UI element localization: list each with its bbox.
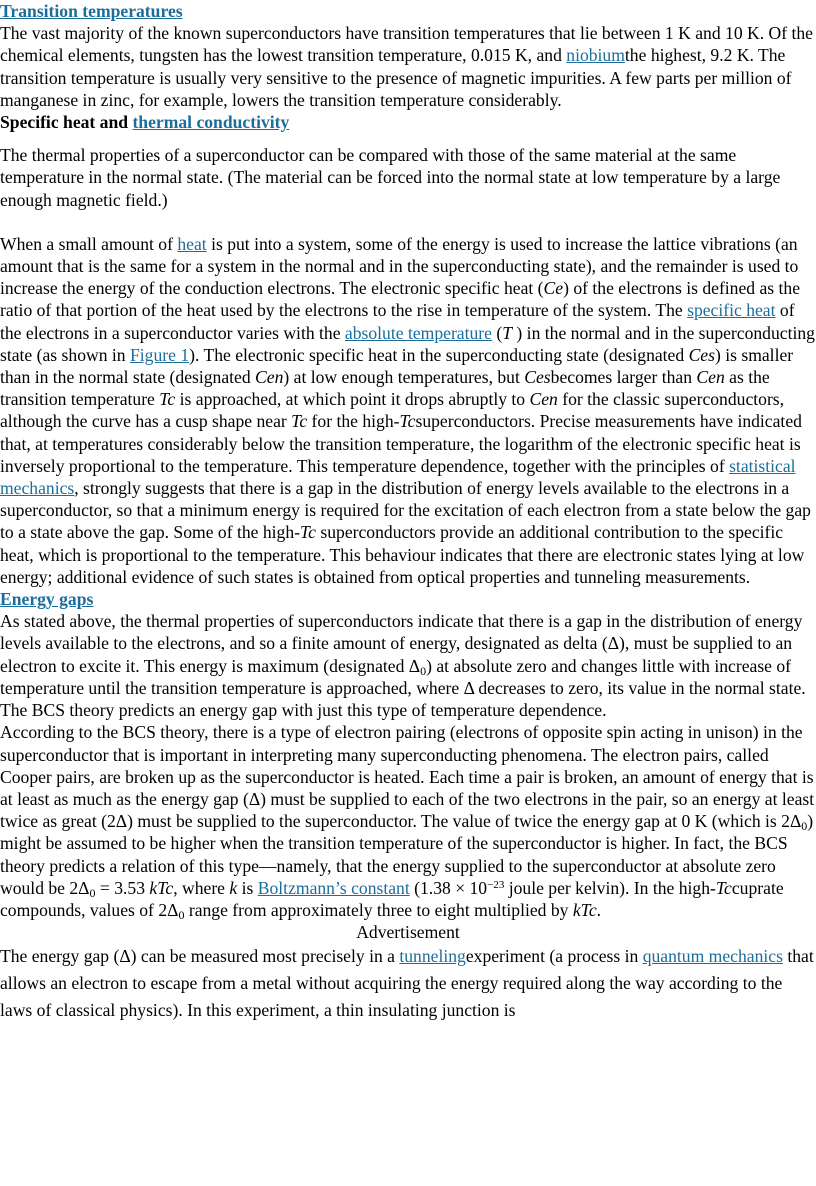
statistical-mechanics-link[interactable]: statistical mechanics xyxy=(0,455,796,499)
heat-link[interactable]: heat xyxy=(177,233,207,254)
paragraph-tunneling: The energy gap (Δ) can be measured most precisely in a tunnelingexperiment (a process in quantum mechanics that allows an electron to escape from a metal without acquiring the energy required along the way according to the laws of classical physics). In this experiment, a thin insulating junction is xyxy=(0,946,814,1021)
energy-gaps-link[interactable]: Energy gaps xyxy=(0,589,94,610)
absolute-temperature-link[interactable]: absolute temperature xyxy=(344,322,492,343)
niobium-link[interactable]: niobium xyxy=(566,45,625,66)
paragraph-transition: The vast majority of the known superconductors have transition temperatures that lie between 1 K and 10 K. Of the chemical elements, tungsten has the lowest transition temperature, 0.015 K, and niobiumthe highest, 9.2 K. The transition temperature is usually very sensitive to the presence of magnetic impurities. A few parts per million of manganese in zinc, for example, lowers the transition temperature considerably. xyxy=(0,23,813,110)
tunneling-link[interactable]: tunneling xyxy=(399,946,466,967)
paragraph-specific-heat: When a small amount of heat is put into a system, some of the energy is used to increase the lattice vibrations (an amount that is the same for a system in the normal and in the superconducting state), and the remainder is used to increase the energy of the conduction electrons. The electronic specific heat (Ce) of the electrons is defined as the ratio of that portion of the heat used by the electrons to the rise in temperature of the system. The specific heat of the electrons in a superconductor varies with the absolute temperature (T ) in the normal and in the superconducting state (as shown in Figure 1). The electronic specific heat in the superconducting state (designated Ces) is smaller than in the normal state (designated Cen) at low enough temperatures, but Cesbecomes larger than Cen as the transition temperature Tc is approached, at which point it drops abruptly to Cen for the classic superconductors, although the curve has a cusp shape near Tc for the high-Tcsuperconductors. Precise measurements have indicated that, at temperatures considerably below the transition temperature, the logarithm of the electronic specific heat is inversely proportional to the temperature. This temperature dependence, together with the principles of statistical mechanics, strongly suggests that there is a gap in the distribution of energy levels available to the electrons in a superconductor, so that a minimum energy is required for the excitation of each electron from a state below the gap to a state above the gap. Some of the high-Tc superconductors provide an additional contribution to the specific heat, which is proportional to the temperature. This behaviour indicates that there are electronic states lying at low energy; additional evidence of such states is obtained from optical properties and tunneling measurements. xyxy=(0,233,815,587)
paragraph-thermal-properties: The thermal properties of a superconductor can be compared with those of the same material at the same temperature in the normal state. (The material can be forced into the normal state at low temperature by a large enough magnetic field.) xyxy=(0,145,781,210)
paragraph-energy-gap-intro: As stated above, the thermal properties of superconductors indicate that there is a gap in the distribution of energy levels available to the electrons, and so a finite amount of energy, designated as delta (Δ), must be supplied to an electron to excite it. This energy is maximum (designated $\Delta_0$) at absolute zero and changes little with increase of temperature until the transition temperature is approached, where Δ decreases to zero, its value in the normal state. The BCS theory predicts an energy gap with just this type of temperature dependence. xyxy=(0,611,806,721)
heading-specific-heat: Specific heat and thermal conductivity xyxy=(0,112,290,133)
quantum-mechanics-link[interactable]: quantum mechanics xyxy=(642,946,783,967)
heading-transition-temperatures xyxy=(0,0,816,22)
transition-temperatures-link[interactable]: Transition temperatures xyxy=(0,1,183,21)
specific-heat-link[interactable]: specific heat xyxy=(687,300,776,321)
paragraph-bcs-theory: According to the BCS theory, there is a type of electron pairing (electrons of opposite spin acting in unison) in the superconductor that is important in interpreting many superconducting phenomena. The electron pairs, called Cooper pairs, are broken up as the superconductor is heated. Each time a pair is broken, an amount of energy that is at least as much as the energy gap (Δ) must be supplied to each of the two electrons in the pair, so an energy at least twice as great (2Δ) must be supplied to the superconductor. The value of twice the energy gap at 0 K (which is $2\Delta_0$) might be assumed to be higher when the transition temperature of the superconductor is higher. In fact, the BCS theory predicts a relation of this type—namely, that the energy supplied to the superconductor at absolute zero would be $2\Delta_0 = 3.53$ kTc, where k is Boltzmann’s constant ($1.38 \times 10^{-23}$ joule per kelvin). In the high-Tccuprate compounds, values of $2\Delta_0$ range from approximately three to eight multiplied by kTc. xyxy=(0,722,815,922)
figure-1-link[interactable]: Figure 1 xyxy=(129,344,190,365)
boltzmann-constant-link[interactable]: Boltzmann’s constant xyxy=(257,877,410,898)
advertisement-label: Advertisement xyxy=(356,922,460,943)
heading-energy-gaps xyxy=(0,588,816,610)
thermal-conductivity-link[interactable]: thermal conductivity xyxy=(132,112,290,133)
